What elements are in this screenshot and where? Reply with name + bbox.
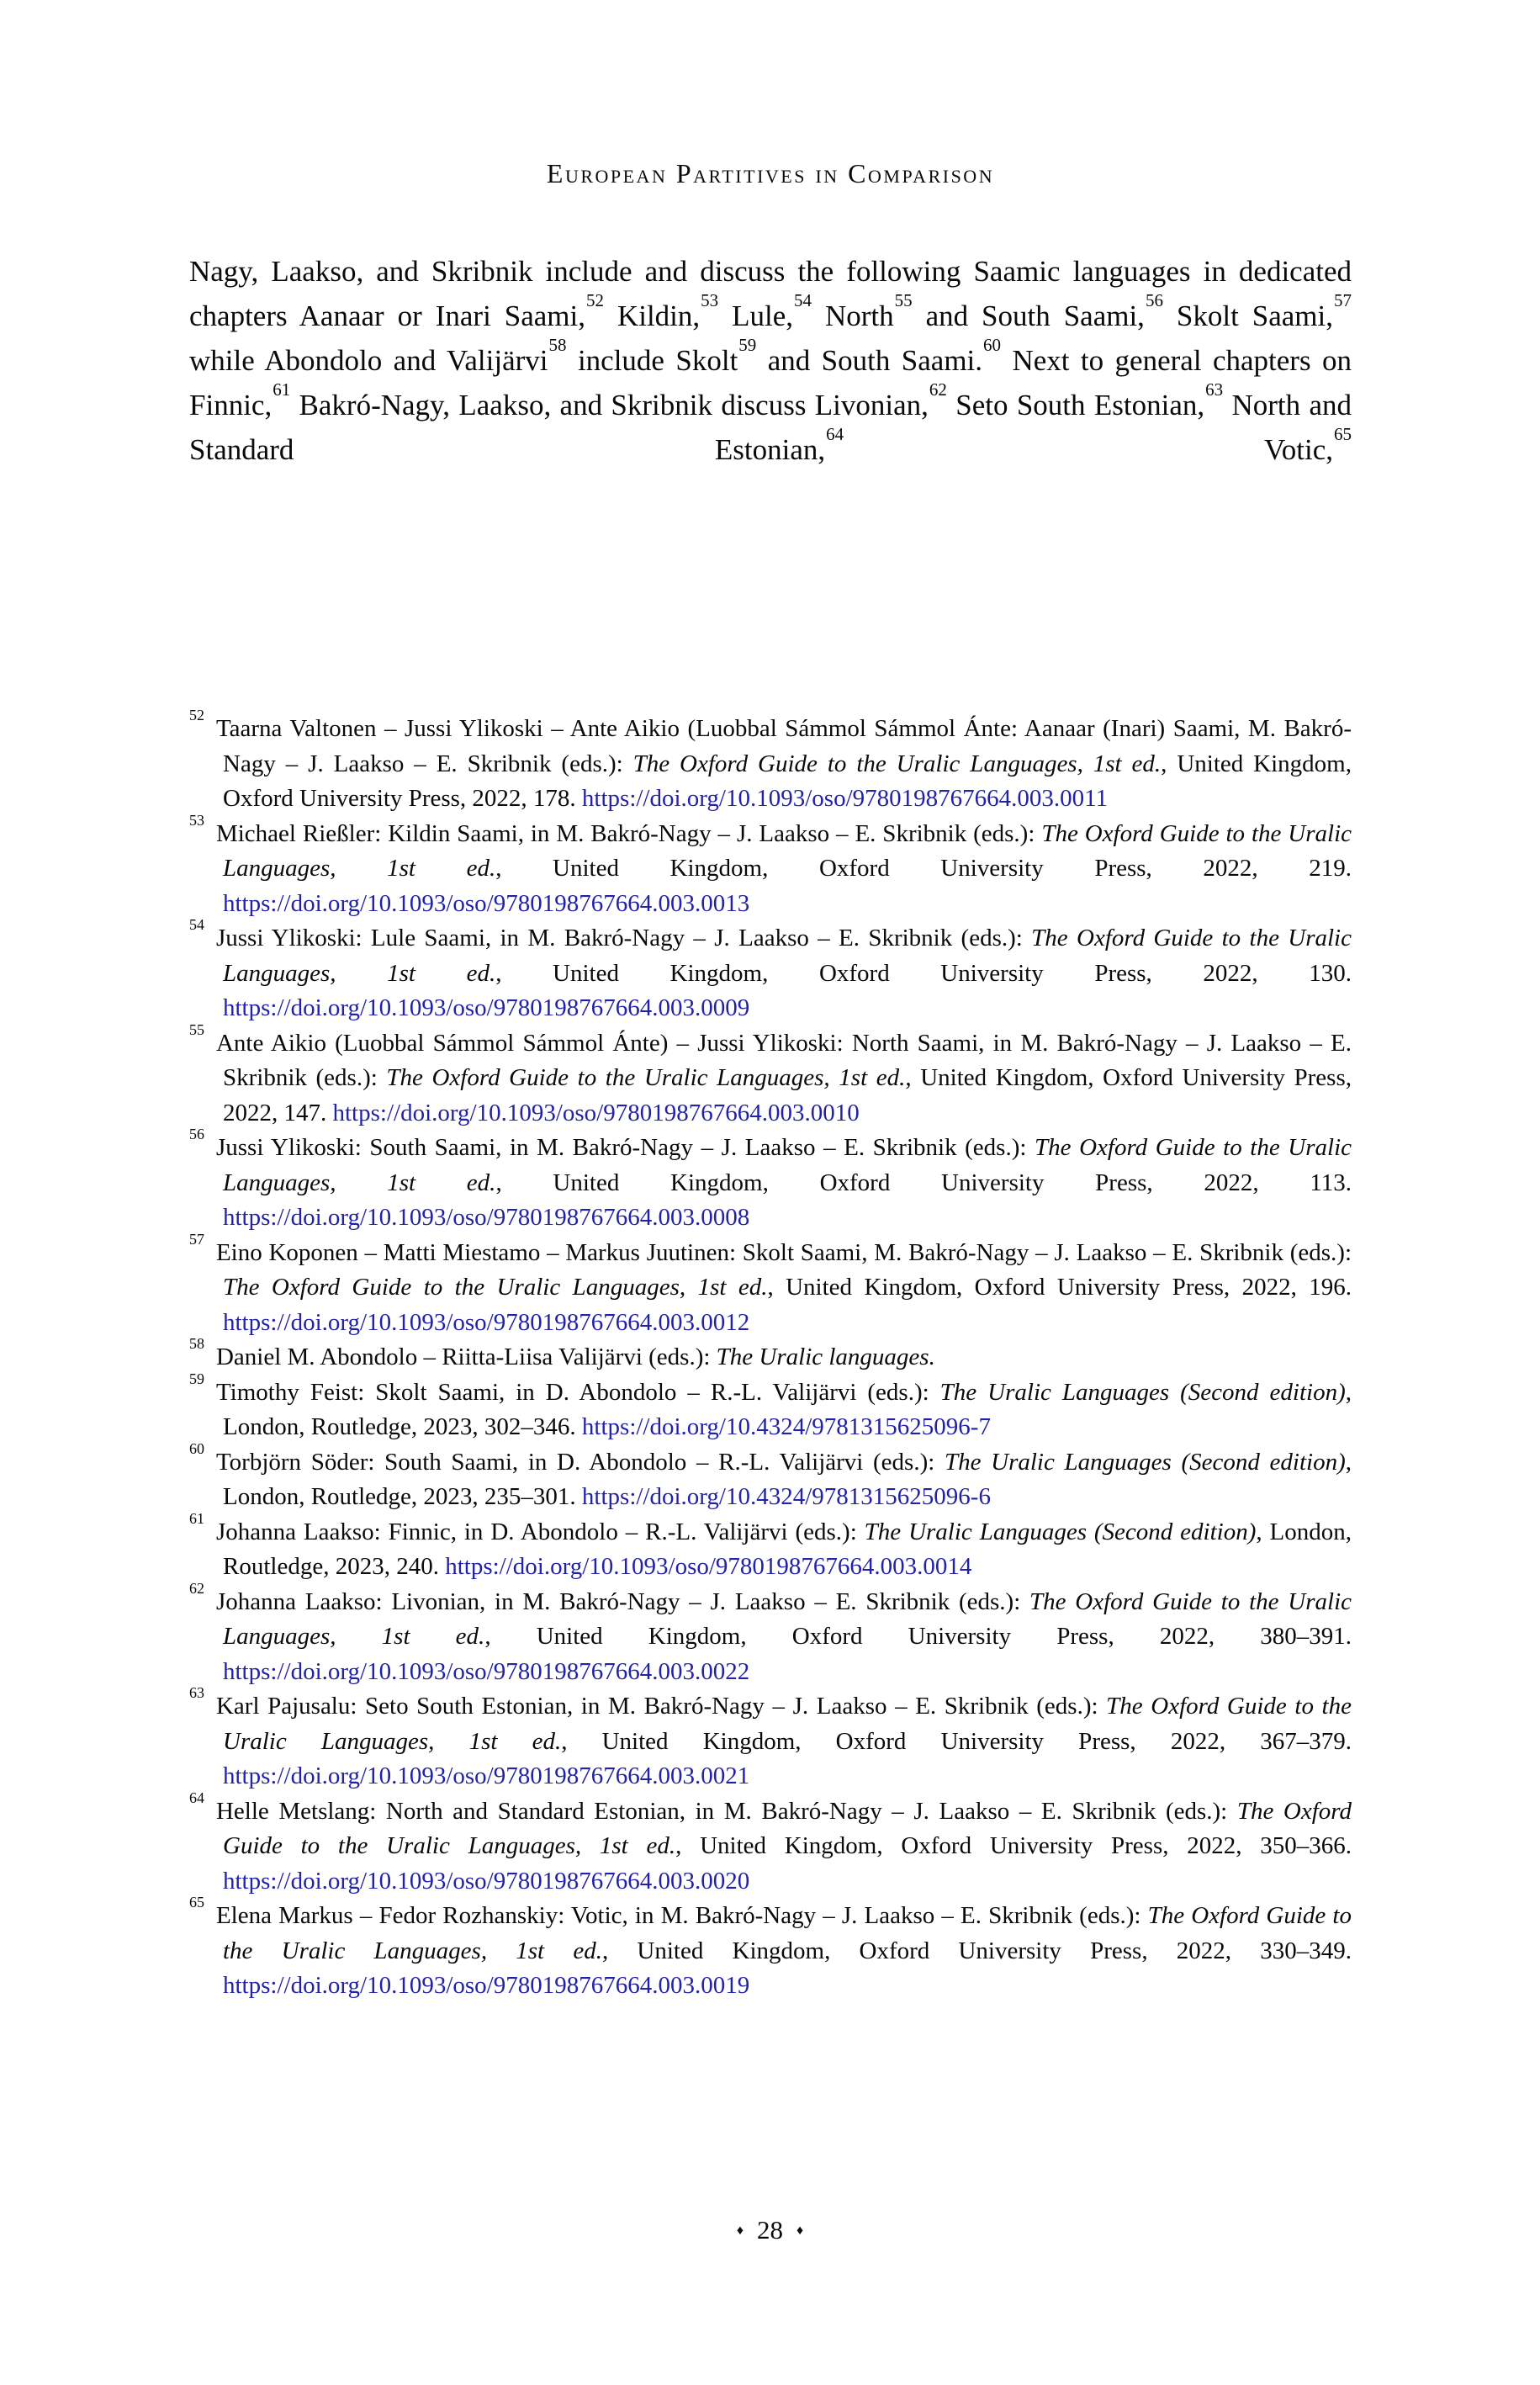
page-number-line [0,2215,1540,2245]
text-run: Daniel M. Abondolo – Riitta-Liisa Valijärvi (eds.): [215,1344,717,1370]
text-run: , United Kingdom, Oxford University Press, 2022, 113. [495,1169,1352,1196]
footnote-ref: 53 [701,289,719,310]
text-run: , London, Routledge, 2023, 235–301. [223,1448,1352,1510]
italic-title: The Oxford Guide to the Uralic Languages, 1st ed. [386,1064,906,1091]
doi-link[interactable]: https://doi.org/10.1093/oso/9780198767664.003.0009 [223,994,750,1021]
footnote-ref: 52 [585,289,604,310]
italic-title: The Uralic Languages (Second edition) [939,1378,1346,1406]
footnote-ref: 55 [894,289,913,310]
footnote-ref: 64 [826,423,844,444]
text-run: Jussi Ylikoski: Lule Saami, in M. Bakró-Nagy – J. Laakso – E. Skribnik (eds.): [215,925,1032,951]
page-number: 28 [757,2215,783,2245]
italic-title: The Oxford Guide to the Uralic Languages, 1st ed. [223,1587,1352,1650]
footnote-number: 60 [189,1439,204,1457]
text-run: Taarna Valtonen – Jussi Ylikoski – Ante Aikio (Luobbal Sámmol Sámmol Ánte: Aanaar (Inari) Saami, M. Bakró-Nagy – J. Laakso – E. Skribnik (eds.): [215,715,1352,777]
footnote-item [189,1789,1352,1900]
footnote-item [189,1579,1352,1690]
italic-title: The Oxford Guide to the Uralic Languages, 1st ed. [223,819,1352,882]
footnote-item [189,707,1352,817]
text-run: Eino Koponen – Matti Miestamo – Markus Juutinen: Skolt Saami, M. Bakró-Nagy – J. Laakso – E. Skribnik (eds.): [215,1238,1352,1266]
italic-title: The Oxford Guide to the Uralic Languages, 1st ed. [632,750,1162,777]
doi-link[interactable]: https://doi.org/10.1093/oso/9780198767664.003.0012 [223,1308,750,1336]
footnote-item [189,1439,1352,1515]
text-run: Johanna Laakso: Finnic, in D. Abondolo – R.-L. Valijärvi (eds.): [215,1518,865,1545]
text-run: Next to general chapters on Finnic, [189,344,1352,421]
doi-link[interactable]: https://doi.org/10.1093/oso/9780198767664.003.0022 [223,1657,750,1685]
italic-title: The Oxford Guide to the Uralic Languages, 1st ed. [223,1134,1352,1196]
footnote-number: 58 [189,1335,204,1353]
footnote-ref: 56 [1145,289,1163,310]
footnote-ref: 63 [1205,379,1224,400]
doi-link[interactable]: https://doi.org/10.1093/oso/9780198767664.003.0008 [223,1204,750,1231]
footnote-number: 65 [189,1894,204,1911]
text-run: , United Kingdom, Oxford University Press, 2022, 130. [495,959,1352,987]
text-run: Votic, [844,433,1333,466]
footnote-item [189,1126,1352,1236]
footnote-item [189,1335,1352,1375]
text-run: Karl Pajusalu: Seto South Estonian, in M. Bakró-Nagy – J. Laakso – E. Skribnik (eds.): [215,1693,1107,1720]
footnotes-block [189,707,1352,2004]
text-run: , United Kingdom, Oxford University Press, 2022, 219. [495,855,1352,882]
doi-link[interactable]: https://doi.org/10.1093/oso/9780198767664.003.0019 [223,1972,750,1999]
footnote-item [189,1684,1352,1794]
diamond-ornament-left: ♦ [736,2223,744,2238]
text-run: Lule, [718,299,793,332]
text-run: , United Kingdom, Oxford University Press, 2022, 350–366. [675,1832,1352,1859]
text-run: Bakró-Nagy, Laakso, and Skribnik discuss Livonian, [290,389,929,421]
running-head: European Partitives in Comparison [546,158,995,188]
text-run: Kildin, [603,299,701,332]
footnote-ref: 62 [929,379,947,400]
footnote-item [189,1230,1352,1341]
diamond-ornament-right: ♦ [796,2223,804,2238]
text-run: include Skolt [566,344,738,377]
text-run: Elena Markus – Fedor Rozhanskiy: Votic, in M. Bakró-Nagy – J. Laakso – E. Skribnik (eds.): [215,1902,1148,1929]
doi-link[interactable]: https://doi.org/10.1093/oso/9780198767664.003.0013 [223,889,750,917]
text-run: Michael Rießler: Kildin Saami, in M. Bakró-Nagy – J. Laakso – E. Skribnik (eds.): [215,819,1042,847]
footnote-number: 64 [189,1789,204,1806]
italic-title: The Uralic Languages (Second edition) [944,1448,1346,1476]
footnote-item [189,811,1352,922]
footnote-number: 56 [189,1126,204,1143]
text-run: Helle Metslang: North and Standard Estonian, in M. Bakró-Nagy – J. Laakso – E. Skribnik (eds.): [215,1797,1237,1825]
text-run: , United Kingdom, Oxford University Press, 2022, 380–391. [484,1623,1352,1650]
doi-link[interactable]: https://doi.org/10.1093/oso/9780198767664.003.0021 [223,1762,750,1789]
text-run: , London, Routledge, 2023, 240. [223,1518,1352,1580]
text-run: North [811,299,894,332]
text-run: Ante Aikio (Luobbal Sámmol Sámmol Ánte) – Jussi Ylikoski: North Saami, in M. Bakró-Nagy – J. Laakso – E. Skribnik (eds.): [215,1029,1352,1091]
footnote-number: 62 [189,1579,204,1597]
footnote-ref: 54 [793,289,812,310]
text-run: Skolt Saami, [1162,299,1333,332]
doi-link[interactable]: https://doi.org/10.4324/9781315625096-6 [581,1483,991,1510]
footnote-number: 63 [189,1684,204,1702]
footnote-ref: 57 [1334,289,1352,310]
footnote-ref: 61 [273,379,291,400]
text-run: Torbjörn Söder: South Saami, in D. Abondolo – R.-L. Valijärvi (eds.): [215,1448,945,1476]
text-run: North and Standard Estonian, [189,389,1352,466]
doi-link[interactable]: https://doi.org/10.1093/oso/9780198767664.003.0020 [223,1867,750,1895]
footnote-item [189,1020,1352,1132]
doi-link[interactable]: https://doi.org/10.1093/oso/9780198767664.003.0010 [332,1099,860,1126]
footnote-number: 59 [189,1370,204,1387]
footnote-number: 55 [189,1020,204,1038]
text-run: Jussi Ylikoski: South Saami, in M. Bakró-Nagy – J. Laakso – E. Skribnik (eds.): [215,1134,1035,1161]
text-run: Seto South Estonian, [946,389,1205,421]
footnote-ref: 60 [983,334,1002,355]
doi-link[interactable]: https://doi.org/10.4324/9781315625096-7 [581,1413,991,1440]
footnote-number: 61 [189,1509,204,1527]
text-run: , London, Routledge, 2023, 302–346. [223,1378,1352,1440]
text-run: Johanna Laakso: Livonian, in M. Bakró-Nagy – J. Laakso – E. Skribnik (eds.): [215,1587,1030,1615]
text-run: and South Saami. [756,344,983,377]
footnote-item [189,1894,1352,2004]
text-run: , United Kingdom, Oxford University Press, 2022, 147. [223,1064,1352,1126]
footnote-item [189,1370,1352,1445]
text-run: and South Saami, [912,299,1145,332]
footnote-number: 54 [189,916,204,934]
italic-title: The Uralic Languages (Second edition) [864,1518,1257,1545]
footnote-ref: 65 [1334,423,1352,444]
text-run: , United Kingdom, Oxford University Press, 2022, 178. [223,750,1352,812]
italic-title: The Oxford Guide to the Uralic Languages, 1st ed. [223,1274,768,1301]
footnote-ref: 59 [738,334,757,355]
italic-title: The Oxford Guide to the Uralic Languages, 1st ed. [223,1902,1352,1964]
text-run: , United Kingdom, Oxford University Press, 2022, 367–379. [561,1727,1352,1755]
doi-link[interactable]: https://doi.org/10.1093/oso/9780198767664.003.0011 [581,785,1109,812]
italic-title: The Oxford Guide to the Uralic Languages, 1st ed. [223,925,1352,987]
text-run: Nagy, Laakso, and Skribnik include and discuss the following Saamic languages in dedicated chapters Aanaar or Inari Saami, [189,255,1352,332]
body-paragraph [189,249,1352,472]
footnote-item [189,1509,1352,1585]
italic-title: The Oxford Guide to the Uralic Languages, 1st ed. [223,1797,1352,1859]
doi-link[interactable]: https://doi.org/10.1093/oso/9780198767664.003.0014 [445,1553,972,1580]
text-run: while Abondolo and Valijärvi [189,344,548,377]
text-run: Timothy Feist: Skolt Saami, in D. Abondolo – R.-L. Valijärvi (eds.): [215,1378,940,1406]
italic-title: The Oxford Guide to the Uralic Languages, 1st ed. [223,1693,1352,1755]
italic-title: The Uralic languages. [716,1344,935,1370]
footnote-item [189,916,1352,1026]
footnote-number: 52 [189,707,204,724]
footnote-ref: 58 [548,334,567,355]
footnote-number: 57 [189,1230,204,1248]
footnote-number: 53 [189,811,204,829]
text-run: , United Kingdom, Oxford University Press, 2022, 196. [767,1274,1352,1301]
text-run: , United Kingdom, Oxford University Press, 2022, 330–349. [601,1937,1352,1964]
